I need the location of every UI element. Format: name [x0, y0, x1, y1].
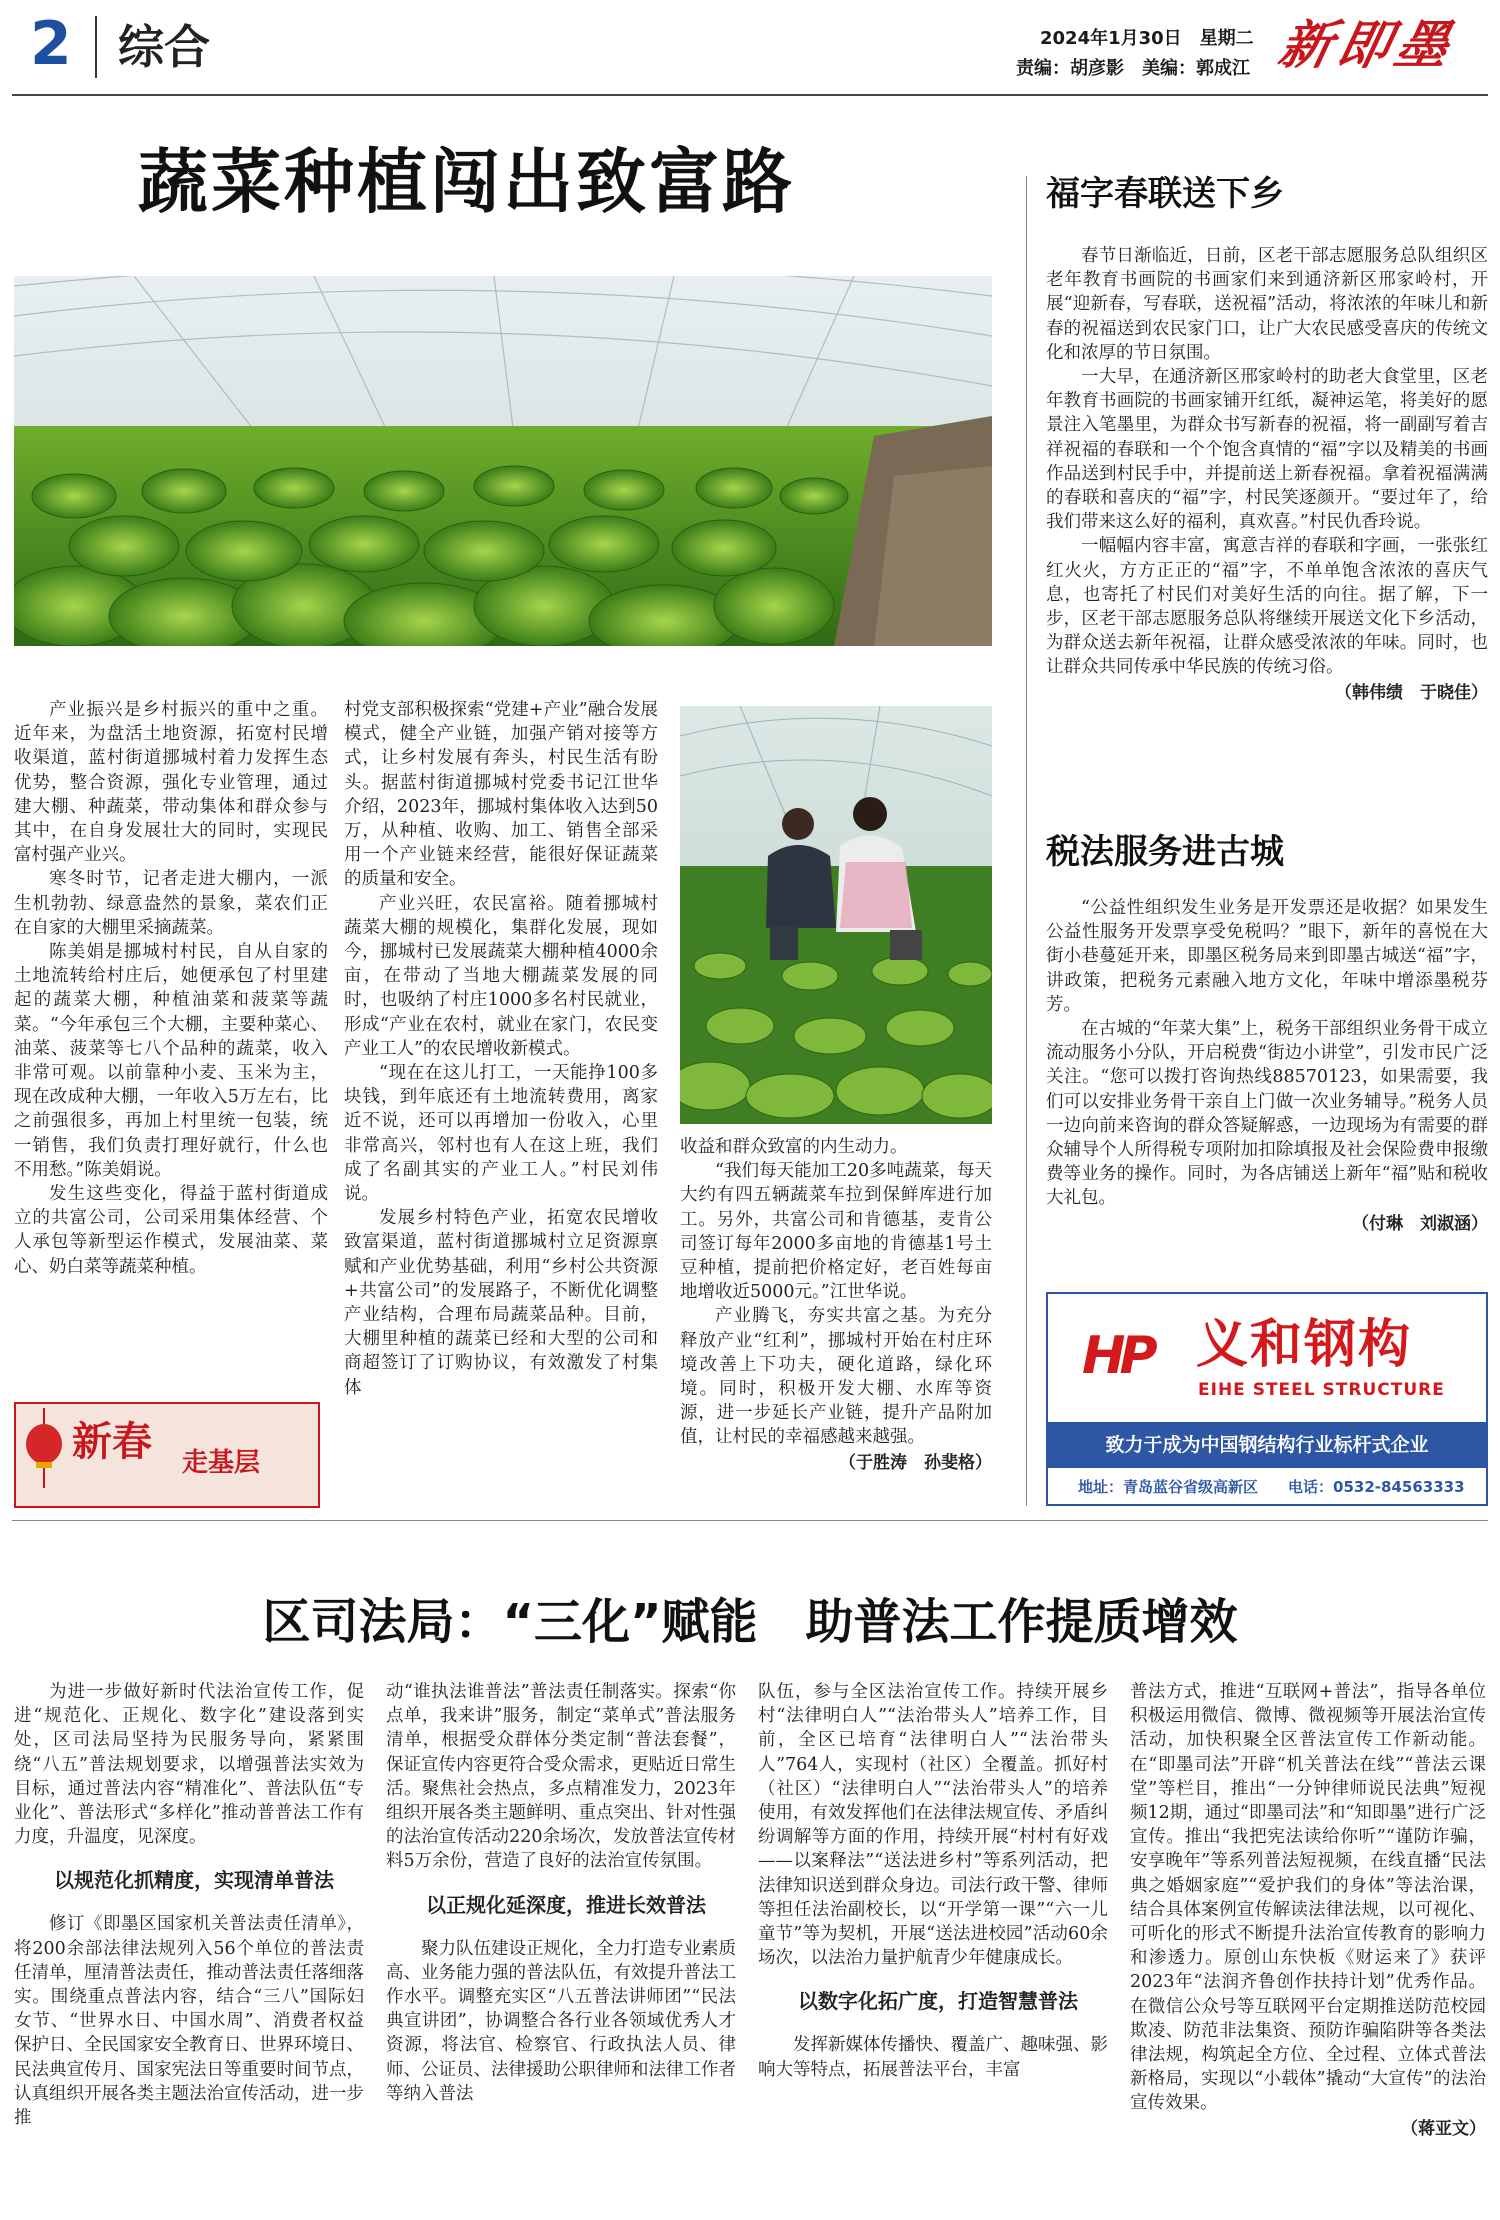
column-rule: [1026, 176, 1027, 1506]
paragraph: 队伍，参与全区法治宣传工作。持续开展乡村“法律明白人”“法治带头人”培养工作，目前，全区已培育“法律明白人”“法治带头人”764人，实现村（社区）全覆盖。抓好村（社区）“法律明白人”“法治带头人”的培养使用，有效发挥他们在法律法规宣传、矛盾纠纷调解等方面的作用，持续开展“村村有好戏——以案释法”“送法进乡村”等系列活动，把法律知识送到群众身边。司法行政干警、律师等担任法治副校长，以“开学第一课”“六一儿童节”等为契机，开展“送法进校园”活动60余场次，以法治力量护航青少年健康成长。: [758, 1682, 1108, 1969]
stamp-text-1: 新春: [72, 1418, 152, 1465]
justice-col2: [386, 1680, 736, 2106]
paragraph: 普法方式，推进“互联网+普法”，指导各单位积极运用微信、微博、微视频等开展法治宣传活动，加快积聚全区普法宣传工作新动能。在“即墨司法”开辟“机关普法在线”“普法云课堂”等栏目，推出“一分钟律师说民法典”短视频12期，通过“即墨司法”和“知即墨”进行广泛宣传。推出“我把宪法读给你听”“谨防诈骗，安享晚年”等系列普法短视频，在线直播“民法典之婚姻家庭”“爱护我们的身体”等法治课，结合具体案例宣传解读法律法规，以可视化、可听化的形式不断提升法治宣传教育的影响力和渗透力。原创山东快板《财运来了》获评2023年“法润齐鲁创作扶持计划”优秀作品。在微信公众号等互联网平台定期推送防范校园欺凌、防范非法集资、预防诈骗陷阱等各类法律法规，构筑起全方位、全过程、立体式普法新格局，实现以“小载体”撬动“大宣传”的法治宣传效果。: [1130, 1682, 1486, 2114]
justice-col3: [758, 1680, 1108, 2082]
paragraph: 发生这些变化，得益于蓝村街道成立的共富公司，公司采用集体经营、个人承包等新型运作模式，发展油菜、菜心、奶白菜等蔬菜种植。: [14, 1184, 328, 1277]
header-divider: [95, 16, 97, 78]
paragraph: 聚力队伍建设正规化，全力打造专业素质高、业务能力强的普法队伍，有效提升普法工作水平。调整充实区“八五普法讲师团”“民法典宣讲团”，协调整合各行业各领域优秀人才资源，将法官、检察官、行政执法人员、律师、公证员、法律援助公职律师和法律工作者等纳入普法: [386, 1938, 736, 2104]
subheading: 以正规化延深度，推进长效普法: [426, 1892, 706, 1917]
section-rule: [12, 1520, 1488, 1521]
byline: （韩伟绩 于晓佳）: [1335, 682, 1488, 703]
justice-headline: 区司法局：“三化”赋能 助普法工作提质增效: [262, 1594, 1238, 1650]
paragraph: “现在在这儿打工，一天能挣100多块钱，到年底还有土地流转费用，离家近不说，还可以再增加一份收入，心里非常高兴，邻村也有人在这上班，我们成了名副其实的产业工人。”村民刘伟说。: [344, 1063, 658, 1205]
eihe-logo-icon: [1082, 1324, 1158, 1388]
paragraph: 为进一步做好新时代法治宣传工作，促进“规范化、正规化、数字化”建设落到实处，区司法局坚持为民服务导向，紧紧围绕“八五”普法规划要求，以增强普法实效为目标，通过普法内容“精准化”、普法队伍“专业化”、普法形式“多样化”推动普普法工作有力度，升温度，见深度。: [14, 1682, 364, 1848]
lantern-icon: [22, 1408, 66, 1504]
tax-headline: 税法服务进古城: [1046, 832, 1284, 872]
page-number: 2: [30, 9, 72, 79]
paragraph: 产业腾飞，夯实共富之基。为充分释放产业“红利”，挪城村开始在村庄环境改善上下功夫，硬化道路，绿化环境。同时，积极开发大棚、水库等资源，进一步延长产业链，提升产品附加值，让村民的幸福感越来越强。: [680, 1306, 992, 1448]
weekday: 星期二: [1199, 28, 1254, 49]
paragraph: 一幅幅内容丰富，寓意吉祥的春联和字画，一张张红红火火，方方正正的“福”字，不单单饱含浓浓的喜庆气息，也寄托了村民们对美好生活的向往。据了解，下一步，区老干部志愿服务总队将继续开展送文化下乡活动，为群众送去新年祝福，让群众感受浓浓的年味。同时，也让群众共同传承中华民族的传统习俗。: [1046, 536, 1488, 678]
paragraph: 产业兴旺，农民富裕。随着挪城村蔬菜大棚的规模化，集群化发展，现如今，挪城村已发展蔬菜大棚种植4000余亩，在带动了当地大棚蔬菜发展的同时，也吸纳了村庄1000多名村民就业，形成“产业在农村，就业在家门，农民变产业工人”的农民增收新模式。: [344, 893, 658, 1059]
ad-name-cn: 义和钢构: [1196, 1315, 1413, 1375]
paragraph: 发展乡村特色产业，拓宽农民增收致富渠道，蓝村街道挪城村立足资源禀赋和产业优势基础，利用“乡村公共资源+共富公司”的发展路子，不断优化调整产业结构，合理布局蔬菜品种。目前，大棚里种植的蔬菜已经和大型的公司和商超签订了订购协议，有效激发了村集体: [344, 1208, 658, 1398]
vegetable-col1: [14, 698, 328, 1279]
paragraph: 收益和群众致富的内生动力。: [680, 1137, 908, 1157]
paragraph: 修订《即墨区国家机关普法责任清单》，将200余部法律法规列入56个单位的普法责任清单，厘清普法责任，推动普法责任落细落实。围绕重点普法内容，结合“三八”国际妇女节、“世界水日、中国水周”、消费者权益保护日、全民国家安全教育日、世界环境日、民法典宣传月、国家宪法日等重要时间节点，认真组织开展各类主题法治宣传活动，进一步推: [14, 1914, 364, 2129]
issue-date: [1040, 24, 1254, 50]
subheading: 以规范化抓精度，实现清单普法: [54, 1868, 334, 1893]
date: 2024年1月30日: [1040, 28, 1182, 49]
paragraph: 动“谁执法谁普法”普法责任制落实。探索“你点单，我来讲”服务，制定“菜单式”普法服务清单，根据受众群体分类定制“普法套餐”，保证宣传内容更符合受众需求，更贴近日常生活。聚焦社会热点，多点精准发力，2023年组织开展各类主题鲜明、重点突出、针对性强的法治宣传活动220余场次，发放普法宣传材料5万余份，营造了良好的法治宣传氛围。: [386, 1682, 736, 1872]
logo-mark: HP: [1082, 1326, 1152, 1386]
paragraph: “我们每天能加工20多吨蔬菜，每天大约有四五辆蔬菜车拉到保鲜库进行加工。另外，共富公司和肯德基，麦肯公司签订每年2000多亩地的肯德基1号土豆种植，提前把价格定好，老百姓每亩地增收近5000元。”江世华说。: [680, 1161, 992, 1303]
ad-slogan: 致力于成为中国钢结构行业标杆式企业: [1048, 1422, 1486, 1468]
new-year-stamp: [14, 1402, 320, 1508]
designer: 美编：郭成江: [1142, 58, 1250, 79]
fuzi-body: [1046, 244, 1488, 705]
byline: （于胜涛 孙斐格）: [839, 1452, 992, 1473]
vegetable-col2: [344, 698, 658, 1400]
editors: [1016, 54, 1250, 80]
tax-body: [1046, 896, 1488, 1236]
eihe-ad: [1046, 1292, 1488, 1506]
vegetable-headline: 蔬菜种植闯出致富路: [138, 140, 795, 223]
paragraph: 村党支部积极探索“党建+产业”融合发展模式，健全产业链，加强产销对接等方式，让乡村发展有奔头，村民生活有盼头。据蓝村街道挪城村党委书记江世华介绍，2023年，挪城村集体收入达到50万，从种植、收购、加工、销售全部采用一个产业链来经营，能很好保证蔬菜的质量和安全。: [344, 700, 658, 890]
ad-phone: 电话：0532-84563333: [1288, 1478, 1465, 1496]
paragraph: 在古城的“年菜大集”上，税务干部组织业务骨干成立流动服务小分队，开启税费“街边小讲堂”，引发市民广泛关注。“您可以拨打咨询热线88570123，如果需要，我们可以安排业务骨干亲自上门做一次业务辅导。”税务人员一边向前来咨询的群众答疑解惑，一边现场为有需要的群众辅导个人所得税专项附加扣除填报及社会保险费申报缴费等业务的操作。同时，为各店铺送上新年“福”贴和税收大礼包。: [1046, 1019, 1488, 1209]
byline: （蒋亚文）: [1401, 2118, 1486, 2139]
paragraph: 寒冬时节，记者走进大棚内，一派生机勃勃、绿意盎然的景象，菜农们正在自家的大棚里采摘蔬菜。: [14, 869, 328, 938]
fuzi-headline: 福字春联送下乡: [1046, 174, 1284, 214]
vegetable-col3: [680, 1135, 992, 1475]
masthead-logo: 新即墨: [1273, 15, 1461, 76]
paragraph: 陈美娟是挪城村村民，自从自家的土地流转给村庄后，她便承包了村里建起的蔬菜大棚，种植油菜和菠菜等蔬菜。“今年承包三个大棚，主要种菜心、油菜、菠菜等七八个品种的蔬菜，收入非常可观。以前靠种小麦、玉米为主，现在改成种大棚，一年收入5万左右，比之前强很多，再加上村里统一包装，统一销售，我们负责打理好就行，什么也不用愁。”陈美娟说。: [14, 942, 328, 1180]
section-title: 综合: [118, 20, 210, 74]
subheading: 以数字化拓广度，打造智慧普法: [798, 1989, 1078, 2014]
justice-col4: [1130, 1680, 1486, 2141]
byline: （付琳 刘淑涵）: [1352, 1213, 1488, 1234]
greenhouse-photo: [14, 276, 992, 646]
paragraph: 春节日渐临近，日前，区老干部志愿服务总队组织区老年教育书画院的书画家们来到通济新区邢家岭村，开展“迎新春，写春联，送祝福”活动，将浓浓的年味儿和新春的祝福送到农民家门口，让广大农民感受喜庆的传统文化和浓厚的节日氛围。: [1046, 246, 1488, 363]
justice-col1: [14, 1680, 364, 2130]
ad-name-en: EIHE STEEL STRUCTURE: [1198, 1380, 1445, 1400]
stamp-text-2: 走基层: [182, 1448, 261, 1478]
farmers-photo: [680, 706, 992, 1124]
ad-address: 地址：青岛蓝谷省级高新区: [1078, 1478, 1259, 1496]
paragraph: 一大早，在通济新区邢家岭村的助老大食堂里，区老年教育书画院的书画家铺开红纸，凝神运笔，将美好的愿景注入笔墨里，为群众书写新春的祝福，将一副副写着吉祥祝福的春联和一个个饱含真情的“福”字以及精美的书画作品送到村民手中，并提前送上新春祝福。拿着祝福满满的春联和喜庆的“福”字，村民笑逐颜开。“要过年了，给我们带来这么好的福利，真欢喜。”村民仇香玲说。: [1046, 367, 1488, 533]
paragraph: 发挥新媒体传播快、覆盖广、趣味强、影响大等特点，拓展普法平台，丰富: [758, 2035, 1108, 2080]
paragraph: “公益性组织发生业务是开发票还是收据？如果发生公益性服务开发票享受免税吗？”眼下，新年的喜悦在大街小巷蔓延开来，即墨区税务局来到即墨古城送“福”字，讲政策，把税务元素融入地方文化，年味中增添墨税芬芳。: [1046, 898, 1488, 1015]
page-header: [0, 0, 1500, 100]
paragraph: 产业振兴是乡村振兴的重中之重。近年来，为盘活土地资源，拓宽村民增收渠道，蓝村街道挪城村着力发挥生态优势，整合资源，强化专业管理，通过建大棚、种蔬菜，带动集体和群众参与其中，在自身发展壮大的同时，实现民富村强产业兴。: [14, 700, 328, 866]
header-rule: [12, 94, 1488, 96]
editor: 责编：胡彦影: [1016, 58, 1124, 79]
ad-contact: [1078, 1476, 1465, 1497]
